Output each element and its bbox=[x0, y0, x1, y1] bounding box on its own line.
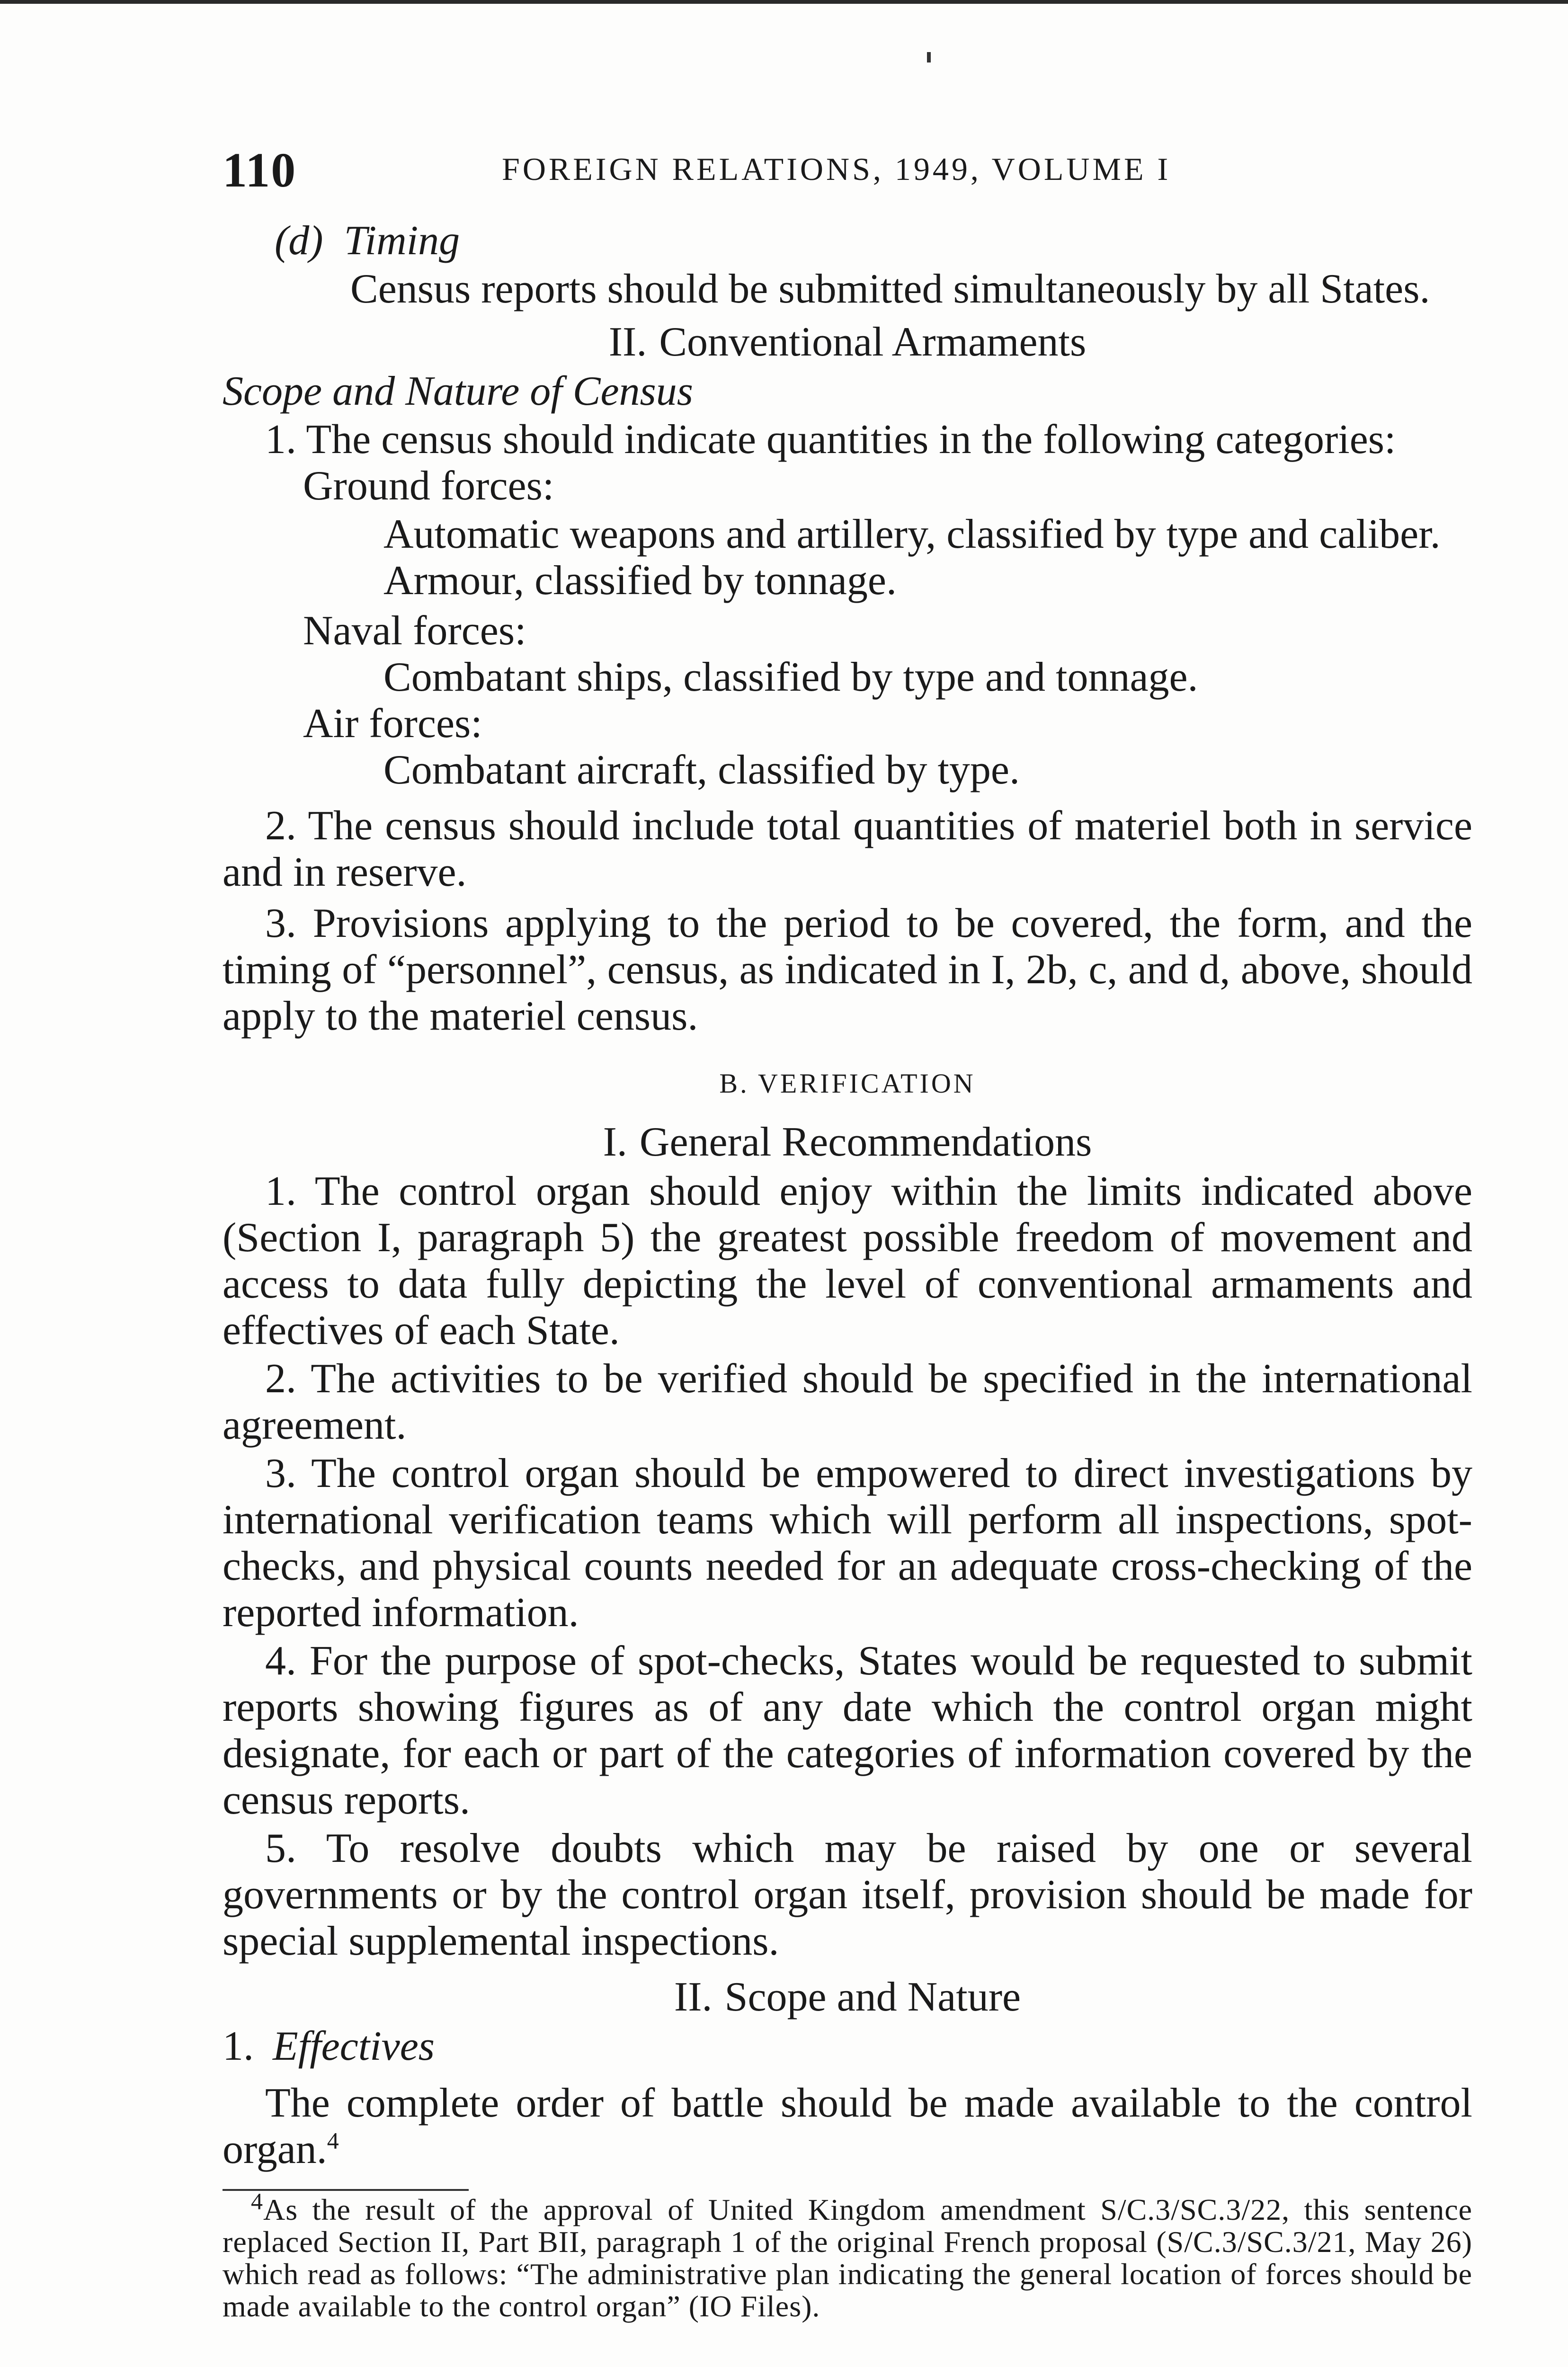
section-b-i-heading-num: I. bbox=[603, 1119, 627, 1165]
naval-forces-label: Naval forces: bbox=[303, 608, 526, 654]
ground-forces-item-1: Automatic weapons and artillery, classified by type and caliber. bbox=[383, 511, 1441, 557]
section-d-title: Timing bbox=[344, 218, 460, 264]
page-body bbox=[223, 218, 1472, 2323]
section-b-p2: 2. The activities to be verified should be specified in the international agreement. bbox=[223, 1356, 1472, 1448]
section-b-ii-heading bbox=[223, 1974, 1472, 2020]
section-b-heading: B. VERIFICATION bbox=[719, 1068, 976, 1099]
section-ii-p1: 1. The census should indicate quantities in the following categories: bbox=[265, 417, 1396, 463]
section-b-p1: 1. The control organ should enjoy within the limits indicated above (Section I, paragraph 5) the greatest possible freedom of movement and access to data fully depicting the level of conventional armaments and effectives of each State. bbox=[223, 1168, 1472, 1353]
section-b-ii-heading-title: Scope and Nature bbox=[724, 1974, 1021, 2020]
footnote-marker: 4 bbox=[251, 2188, 263, 2215]
air-forces-label: Air forces: bbox=[303, 701, 482, 747]
section-d-label bbox=[223, 218, 1472, 264]
effectives-heading bbox=[223, 2023, 1472, 2070]
effectives-text bbox=[223, 2080, 1472, 2173]
ground-forces-label: Ground forces: bbox=[303, 463, 554, 509]
air-forces-item-1: Combatant aircraft, classified by type. bbox=[383, 747, 1020, 793]
effectives-title: Effectives bbox=[273, 2023, 435, 2069]
page-header bbox=[223, 142, 1472, 199]
footnote-reference-4[interactable]: 4 bbox=[327, 2127, 339, 2154]
footnote-4 bbox=[223, 2188, 1472, 2323]
effectives-num: 1. bbox=[223, 2023, 254, 2069]
section-ii-heading-title: Conventional Armaments bbox=[659, 319, 1087, 365]
effectives-text-body: The complete order of battle should be made available to the control organ. bbox=[223, 2080, 1472, 2172]
section-b-p3: 3. The control organ should be empowered to direct investigations by international verification teams which will perform all inspections, spot-checks, and physical counts needed for an adequate cross-checking of the reported information. bbox=[223, 1450, 1472, 1636]
section-b-i-heading bbox=[223, 1119, 1472, 1166]
section-b-p4: 4. For the purpose of spot-checks, States would be requested to submit reports showing figures as of any date which the control organ might designate, for each or part of the categories of information covered by the census reports. bbox=[223, 1638, 1472, 1823]
scan-speck bbox=[927, 52, 931, 62]
scan-top-border bbox=[0, 0, 1568, 4]
section-ii-heading bbox=[223, 319, 1472, 365]
section-ii-heading-num: II. bbox=[608, 319, 647, 365]
naval-forces-item-1: Combatant ships, classified by type and tonnage. bbox=[383, 654, 1198, 700]
footnote-text: As the result of the approval of United Kingdom amendment S/C.3/SC.3/22, this sentence replaced Section II, Part BII, paragraph 1 of the original French proposal (S/C.3/SC.3/21, May 26) which read as follows: “The administrative plan indicating the general location of forces should be made available to the control organ” (IO Files). bbox=[223, 2193, 1472, 2323]
section-b-ii-heading-num: II. bbox=[674, 1974, 713, 2020]
section-b-i-heading-title: General Recommendations bbox=[639, 1119, 1092, 1165]
section-ii-p3: 3. Provisions applying to the period to be covered, the form, and the timing of “personnel”, census, as indicated in I, 2b, c, and d, above, should apply to the materiel census. bbox=[223, 900, 1472, 1039]
section-b-p5: 5. To resolve doubts which may be raised by one or several governments or by the control organ itself, provision should be made for special supplemental inspections. bbox=[223, 1825, 1472, 1964]
section-ii-p2: 2. The census should include total quantities of materiel both in service and in reserve. bbox=[223, 803, 1472, 895]
section-ii-subheading: Scope and Nature of Census bbox=[223, 368, 693, 414]
section-d-text: Census reports should be submitted simultaneously by all States. bbox=[350, 266, 1430, 312]
ground-forces-item-2: Armour, classified by tonnage. bbox=[383, 558, 897, 604]
page-number: 110 bbox=[223, 143, 297, 197]
running-head: FOREIGN RELATIONS, 1949, VOLUME I bbox=[502, 151, 1171, 187]
section-d-letter: (d) bbox=[275, 218, 323, 264]
